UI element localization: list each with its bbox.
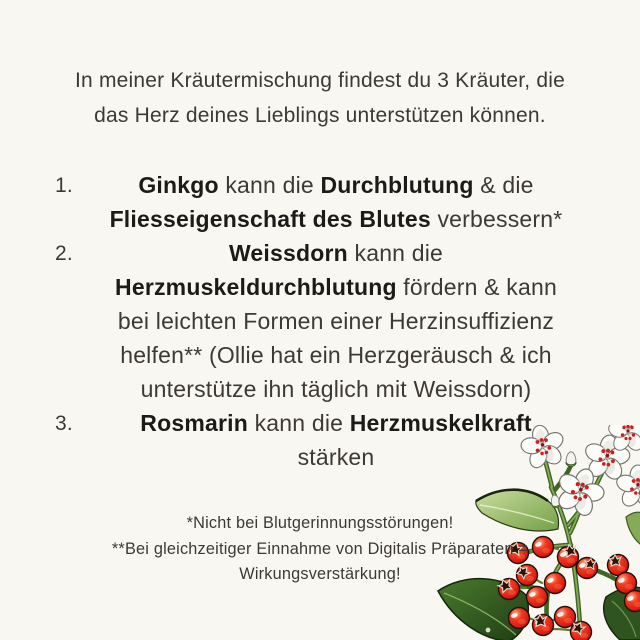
herb-text-segment: fördern & kann [396,274,557,300]
herb-list-item [55,168,570,236]
herb-text-segment: Weissdorn [228,240,348,266]
herb-text-segment: Ginkgo [138,172,219,198]
herb-text-segment: unterstütze ihn täglich mit Weissdorn) [140,376,532,402]
herb-item-text [115,240,557,402]
herb-text-segment: Rosmarin [140,410,248,436]
herb-text-segment: helfen** (Ollie hat ein Herzgeräusch & ich [120,342,552,368]
herb-list-item [55,236,570,406]
herb-text-segment: kann die [247,410,350,436]
herb-item-text [110,172,563,232]
herb-text-segment: Fliesseigenschaft des Blutes [109,206,431,232]
herb-text-segment: Herzmuskelkraft [349,410,532,436]
herb-text-segment: kann die [347,240,444,266]
herb-item-number: 3. [55,412,73,435]
herb-item-number: 2. [55,242,73,265]
herb-text-segment: verbessern* [430,206,563,232]
herb-item-number: 1. [55,174,73,197]
intro-text: In meiner Kräutermischung findest du 3 Kräuter, die das Herz deines Lieblings unterstützen können. [75,69,565,127]
herb-text-segment: stärken [297,444,375,470]
herb-text-segment: Durchblutung [320,172,474,198]
herb-text-segment: bei leichten Formen einer Herzinsuffizienz [117,308,555,334]
herb-text-segment: kann die [218,172,321,198]
footnotes: *Nicht bei Blutgerinnungsstörungen! **Bei gleichzeitiger Einnahme von Digitalis Präparaten = Wirkungsverstärkung! [111,514,529,583]
herb-text-segment: Herzmuskeldurchblutung [115,274,397,300]
herb-text-segment: & die [473,172,534,198]
